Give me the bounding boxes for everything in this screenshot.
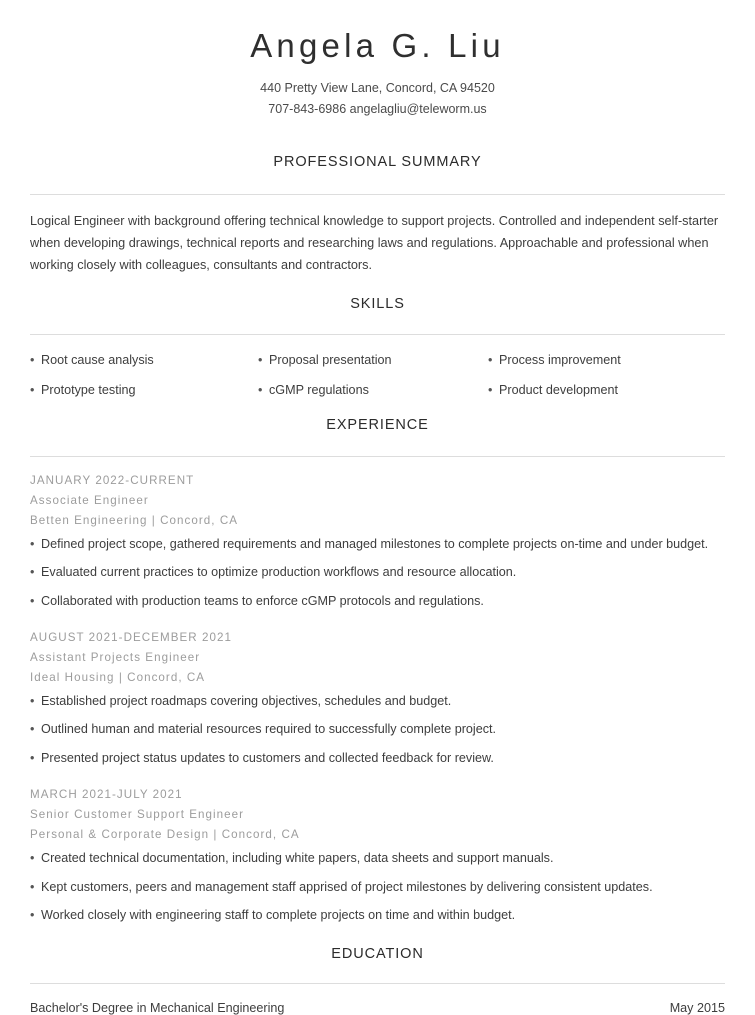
job-title: Senior Customer Support Engineer — [30, 808, 245, 822]
bullet-icon: • — [258, 383, 263, 398]
job-dates: AUGUST 2021-DECEMBER 2021 — [30, 631, 232, 645]
job-bullet-list — [30, 535, 725, 612]
skills-column-1 — [30, 351, 258, 400]
job-bullet-text: Outlined human and material resources required to successfully complete project. — [41, 722, 496, 737]
job-bullet-text: Defined project scope, gathered requirements and managed milestones to complete projects on-time and under budget. — [41, 536, 709, 551]
job-bullet-text: Kept customers, peers and management staff apprised of project milestones by delivering consistent updates. — [41, 879, 653, 894]
skill-item — [258, 351, 488, 369]
section-title-skills: SKILLS — [350, 296, 405, 313]
skill-item — [30, 351, 258, 369]
job-bullet — [30, 592, 725, 612]
skill-item — [488, 381, 725, 399]
bullet-icon: • — [30, 908, 35, 923]
section-title-summary: PROFESSIONAL SUMMARY — [273, 153, 482, 170]
job-bullet-text: Collaborated with production teams to enforce cGMP protocols and regulations. — [41, 593, 484, 608]
bullet-icon: • — [488, 383, 493, 398]
bullet-icon: • — [30, 536, 35, 551]
bullet-icon: • — [30, 750, 35, 765]
bullet-icon: • — [30, 879, 35, 894]
section-skills — [30, 296, 725, 399]
section-title-education: EDUCATION — [331, 945, 424, 962]
bullet-icon: • — [30, 383, 35, 398]
job-bullet-text: Presented project status updates to customers and collected feedback for review. — [41, 750, 494, 765]
experience-entry — [30, 628, 725, 768]
job-bullet — [30, 906, 725, 926]
skill-item — [488, 351, 725, 369]
skill-label: cGMP regulations — [269, 383, 369, 398]
job-title: Associate Engineer — [30, 493, 149, 507]
job-company: Personal & Corporate Design | Concord, CA — [30, 828, 300, 842]
bullet-icon: • — [488, 352, 493, 367]
contact-phone-email: 707-843-6986 angelagliu@teleworm.us — [268, 101, 487, 116]
experience-entry — [30, 471, 725, 611]
job-bullet-list — [30, 849, 725, 926]
job-company: Betten Engineering | Concord, CA — [30, 513, 239, 527]
job-bullet-text: Established project roadmaps covering objectives, schedules and budget. — [41, 693, 452, 708]
education-date: May 2015 — [669, 1001, 725, 1015]
skills-column-2 — [258, 351, 488, 400]
job-bullet — [30, 749, 725, 769]
section-title-experience: EXPERIENCE — [326, 417, 429, 434]
skill-label: Process improvement — [499, 352, 621, 367]
contact-block — [30, 78, 725, 119]
job-bullet-text: Created technical documentation, including white papers, data sheets and support manuals. — [41, 851, 554, 866]
bullet-icon: • — [258, 352, 263, 367]
job-title: Assistant Projects Engineer — [30, 651, 201, 665]
skill-label: Proposal presentation — [269, 352, 392, 367]
section-education — [30, 946, 725, 1015]
job-bullet — [30, 535, 725, 555]
skill-label: Product development — [499, 383, 619, 398]
job-bullet — [30, 720, 725, 740]
skill-item — [30, 381, 258, 399]
job-dates: MARCH 2021-JULY 2021 — [30, 788, 183, 802]
section-professional-summary — [30, 154, 725, 277]
contact-address: 440 Pretty View Lane, Concord, CA 94520 — [260, 81, 495, 96]
bullet-icon: • — [30, 851, 35, 866]
skill-item — [258, 381, 488, 399]
job-dates: JANUARY 2022-CURRENT — [30, 473, 195, 487]
candidate-name: Angela G. Liu — [250, 27, 505, 64]
job-bullet — [30, 563, 725, 583]
bullet-icon: • — [30, 593, 35, 608]
bullet-icon: • — [30, 693, 35, 708]
education-entry — [30, 1001, 725, 1015]
job-bullet — [30, 692, 725, 712]
skill-label: Prototype testing — [41, 383, 136, 398]
bullet-icon: • — [30, 565, 35, 580]
bullet-icon: • — [30, 352, 35, 367]
bullet-icon: • — [30, 722, 35, 737]
job-bullet-text: Worked closely with engineering staff to complete projects on time and within budget. — [41, 908, 516, 923]
skill-label: Root cause analysis — [41, 352, 154, 367]
job-company: Ideal Housing | Concord, CA — [30, 670, 206, 684]
job-bullet — [30, 849, 725, 869]
education-degree: Bachelor's Degree in Mechanical Engineering — [30, 1001, 285, 1015]
job-bullet-list — [30, 692, 725, 769]
job-bullet — [30, 878, 725, 898]
resume-header — [30, 0, 725, 120]
summary-text: Logical Engineer with background offering technical knowledge to support projects. Controlled and independent self-starter when developing drawings, technical reports and researching laws and regulations. Approachable and professional when working closely with colleagues, consultants and contractors. — [30, 213, 719, 272]
job-bullet-text: Evaluated current practices to optimize production workflows and resource allocation. — [41, 565, 517, 580]
experience-entry — [30, 785, 725, 925]
section-experience — [30, 417, 725, 925]
skills-grid — [30, 351, 725, 400]
skills-column-3 — [488, 351, 725, 400]
